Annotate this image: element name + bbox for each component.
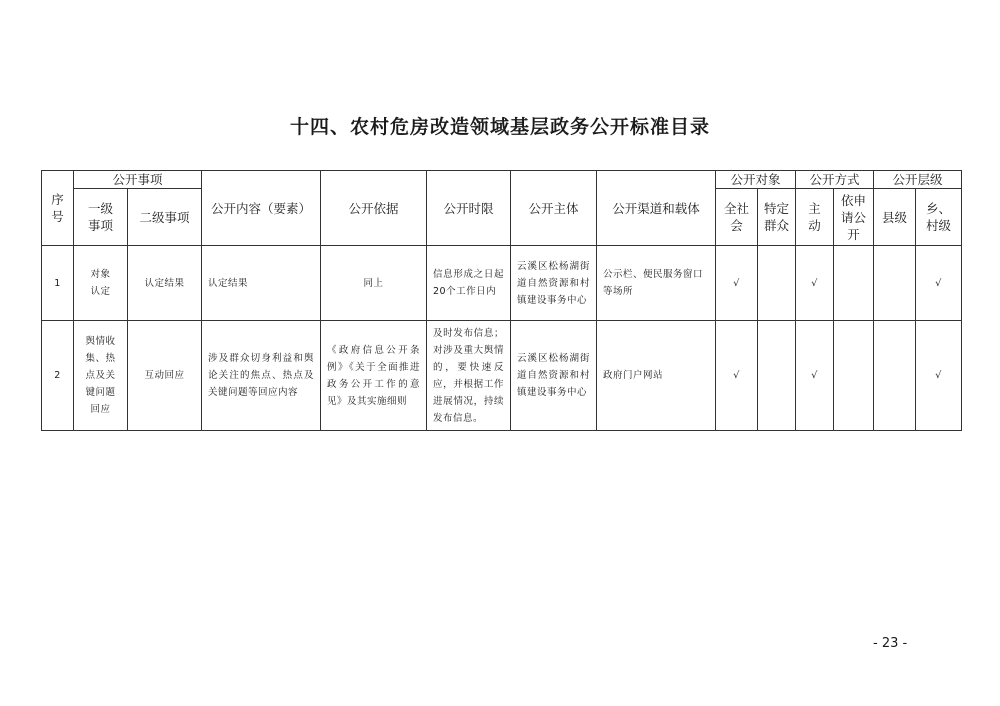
cell-time-limit: 及时发布信息；对涉及重大舆情的，要快速反应，并根据工作进展情况，持续发布信息。	[427, 321, 511, 431]
header-subject: 公开主体	[511, 171, 597, 246]
cell-method-active: √	[796, 246, 834, 321]
cell-target-specific	[758, 321, 796, 431]
cell-basis: 《政府信息公开条例》《关于全面推进政务公开工作的意见》及其实施细则	[321, 321, 427, 431]
document-title: 十四、农村危房改造领域基层政务公开标准目录	[289, 116, 710, 138]
cell-channel: 政府门户网站	[597, 321, 716, 431]
cell-channel: 公示栏、便民服务窗口等场所	[597, 246, 716, 321]
header-public-matters: 公开事项	[74, 171, 202, 189]
cell-basis: 同上	[321, 246, 427, 321]
cell-level2: 互动回应	[128, 321, 202, 431]
cell-seq: 1	[42, 246, 74, 321]
cell-seq: 2	[42, 321, 74, 431]
header-target: 公开对象	[716, 171, 796, 189]
header-method-request: 依申请公开	[834, 189, 874, 246]
cell-target-all: √	[716, 321, 758, 431]
cell-method-request	[834, 321, 874, 431]
cell-subject: 云溪区松杨湖街道自然资源和村镇建设事务中心	[511, 246, 597, 321]
cell-subject: 云溪区松杨湖街道自然资源和村镇建设事务中心	[511, 321, 597, 431]
header-level2: 二级事项	[128, 189, 202, 246]
cell-content: 涉及群众切身利益和舆论关注的焦点、热点及关键问题等回应内容	[202, 321, 321, 431]
header-level: 公开层级	[874, 171, 962, 189]
cell-method-active: √	[796, 321, 834, 431]
header-method: 公开方式	[796, 171, 874, 189]
header-level-county: 县级	[874, 189, 916, 246]
cell-method-request	[834, 246, 874, 321]
header-method-active: 主动	[796, 189, 834, 246]
header-target-all: 全社会	[716, 189, 758, 246]
header-target-specific: 特定群众	[758, 189, 796, 246]
header-content: 公开内容（要素）	[202, 171, 321, 246]
cell-level1: 对象认定	[74, 246, 128, 321]
header-seq: 序号	[42, 171, 74, 246]
disclosure-catalog-table	[41, 170, 962, 431]
cell-level-town: √	[916, 246, 962, 321]
cell-level-town: √	[916, 321, 962, 431]
cell-time-limit: 信息形成之日起20个工作日内	[427, 246, 511, 321]
cell-level-county	[874, 321, 916, 431]
header-level1: 一级事项	[74, 189, 128, 246]
table-row	[42, 321, 962, 431]
cell-target-specific	[758, 246, 796, 321]
cell-level-county	[874, 246, 916, 321]
cell-target-all: √	[716, 246, 758, 321]
page-number: - 23 -	[873, 636, 908, 651]
cell-level1: 舆情收集、热点及关键问题回应	[74, 321, 128, 431]
header-basis: 公开依据	[321, 171, 427, 246]
header-channel: 公开渠道和载体	[597, 171, 716, 246]
cell-content: 认定结果	[202, 246, 321, 321]
header-time-limit: 公开时限	[427, 171, 511, 246]
header-level-town: 乡、村级	[916, 189, 962, 246]
table-row	[42, 246, 962, 321]
cell-level2: 认定结果	[128, 246, 202, 321]
